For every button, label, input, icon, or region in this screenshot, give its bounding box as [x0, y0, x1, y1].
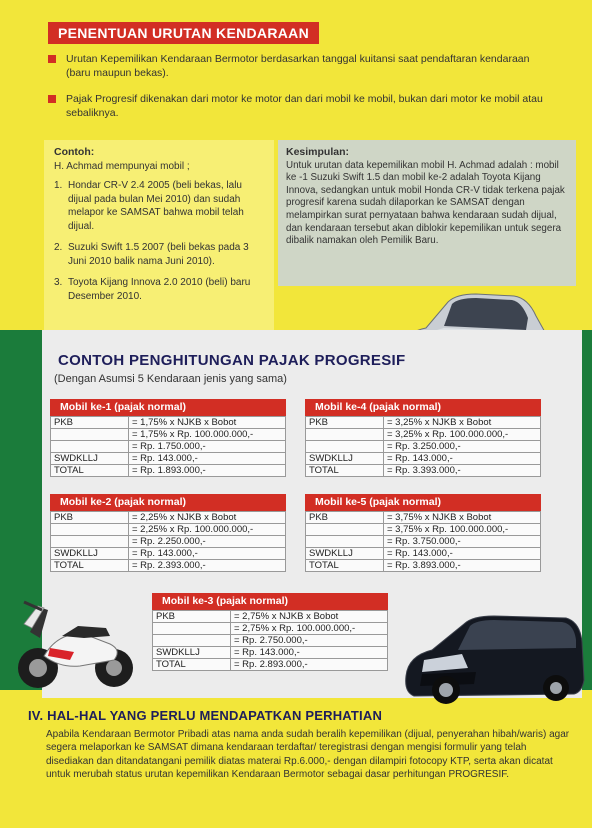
table-row: [51, 465, 286, 477]
table-row: [306, 441, 541, 453]
conclusion-box: [278, 140, 576, 286]
table-cell: = 1,75% x NJKB x Bobot: [129, 417, 286, 429]
tax-table-header: Mobil ke-2 (pajak normal): [50, 494, 286, 511]
calculation-subtitle: (Dengan Asumsi 5 Kendaraan jenis yang sama): [54, 373, 287, 385]
table-row: [51, 560, 286, 572]
item-number: 2.: [54, 242, 63, 253]
table-cell: PKB: [153, 611, 231, 623]
tax-table-header: Mobil ke-4 (pajak normal): [305, 399, 541, 416]
table-cell: TOTAL: [51, 560, 129, 572]
table-cell: PKB: [51, 512, 129, 524]
table-row: [51, 512, 286, 524]
bullet-text: Pajak Progresif dikenakan dari motor ke motor dan dari mobil ke mobil, bukan dari motor ke mobil atau sebaliknya.: [66, 93, 543, 119]
table-cell: [306, 441, 384, 453]
tax-table-header: Mobil ke-1 (pajak normal): [50, 399, 286, 416]
table-cell: = Rp. 3.250.000,-: [384, 441, 541, 453]
tax-table: [50, 511, 286, 572]
bullet-square-icon: [48, 95, 56, 103]
table-cell: = Rp. 143.000,-: [129, 548, 286, 560]
table-cell: [153, 635, 231, 647]
table-cell: = Rp. 143.000,-: [384, 453, 541, 465]
table-cell: SWDKLLJ: [306, 453, 384, 465]
table-row: [51, 441, 286, 453]
table-cell: = Rp. 3.893.000,-: [384, 560, 541, 572]
table-cell: = 2,25% x NJKB x Bobot: [129, 512, 286, 524]
table-cell: = Rp. 1.750.000,-: [129, 441, 286, 453]
tax-table-vehicle-5: [305, 494, 541, 572]
table-cell: = Rp. 2.750.000,-: [231, 635, 388, 647]
table-cell: SWDKLLJ: [306, 548, 384, 560]
example-item: [54, 241, 264, 268]
tax-table-header: Mobil ke-5 (pajak normal): [305, 494, 541, 511]
tax-table-vehicle-1: [50, 399, 286, 477]
table-cell: [306, 536, 384, 548]
table-cell: = Rp. 2.893.000,-: [231, 659, 388, 671]
table-cell: = 2,25% x Rp. 100.000.000,-: [129, 524, 286, 536]
table-cell: = 3,25% x NJKB x Bobot: [384, 417, 541, 429]
tax-table-vehicle-3: [152, 593, 388, 671]
table-cell: PKB: [51, 417, 129, 429]
table-row: [51, 524, 286, 536]
tax-table: [50, 416, 286, 477]
table-cell: PKB: [306, 417, 384, 429]
tax-table-vehicle-4: [305, 399, 541, 477]
section-4-body: Apabila Kendaraan Bermotor Pribadi atas nama anda sudah beralih kepemilikan (dijual, penyerahan hibah/waris) agar segera melaporkan ke SAMSAT dimana kendaraan terdaftar/ teregistrasi dengan mengisi formulir yang telah disediakan dan ditandatangani pemilik diatas materai Rp.6.000,- dengan dilampiri fotocopy KTP, serta akan dicatat untuk merubah status urutan kepemilikan Kendaraan Bermotor sebagai dasar perhitungan PROGRESIF.: [46, 729, 570, 781]
item-text: Toyota Kijang Innova 2.0 2010 (beli) baru Desember 2010.: [68, 277, 251, 302]
table-row: [306, 429, 541, 441]
table-cell: = 2,75% x NJKB x Bobot: [231, 611, 388, 623]
section-4-title: IV. HAL-HAL YANG PERLU MENDAPATKAN PERHATIAN: [28, 708, 383, 723]
motorcycle-image: [14, 588, 140, 696]
example-heading: Contoh:: [54, 146, 95, 158]
bullet-item: [48, 52, 548, 80]
table-row: [153, 659, 388, 671]
table-cell: SWDKLLJ: [51, 453, 129, 465]
table-cell: TOTAL: [153, 659, 231, 671]
table-row: [153, 647, 388, 659]
example-list: [54, 179, 264, 303]
conclusion-heading: Kesimpulan:: [286, 146, 350, 158]
table-row: [306, 512, 541, 524]
item-text: Suzuki Swift 1.5 2007 (beli bekas pada 3 Juni 2010 balik nama Juni 2010).: [68, 242, 249, 267]
conclusion-text: Untuk urutan data kepemilikan mobil H. Achmad adalah : mobil ke -1 Suzuki Swift 1.5 dan mobil ke-2 adalah Toyota Kijang Innova, sedangkan untuk mobil Honda CR-V tidak terkena pajak progresif karena sudah dilaporkan ke SAMSAT dengan melampirkan surat pernyataan bahwa kendaraan sudah dijual, dan kendaraan tersebut akan diblokir kepemilikan untuk segera dibalik namakan oleh Pemilik Baru.: [286, 159, 565, 247]
item-number: 3.: [54, 277, 63, 288]
table-cell: TOTAL: [306, 465, 384, 477]
bullet-square-icon: [48, 55, 56, 63]
table-cell: = 2,75% x Rp. 100.000.000,-: [231, 623, 388, 635]
table-cell: = 1,75% x Rp. 100.000.000,-: [129, 429, 286, 441]
table-cell: SWDKLLJ: [51, 548, 129, 560]
table-row: [306, 560, 541, 572]
table-cell: = Rp. 2.250.000,-: [129, 536, 286, 548]
table-cell: TOTAL: [51, 465, 129, 477]
table-cell: PKB: [306, 512, 384, 524]
table-cell: = Rp. 1.893.000,-: [129, 465, 286, 477]
tax-table: [152, 610, 388, 671]
table-row: [306, 536, 541, 548]
table-row: [306, 524, 541, 536]
table-row: [51, 429, 286, 441]
tax-table: [305, 511, 541, 572]
tax-table-header: Mobil ke-3 (pajak normal): [152, 593, 388, 610]
table-row: [306, 548, 541, 560]
table-cell: [306, 429, 384, 441]
table-cell: = 3,75% x NJKB x Bobot: [384, 512, 541, 524]
table-cell: TOTAL: [306, 560, 384, 572]
example-item: [54, 179, 264, 233]
minivan-image: [398, 610, 588, 706]
table-row: [306, 417, 541, 429]
table-row: [51, 536, 286, 548]
table-cell: [153, 623, 231, 635]
table-cell: = Rp. 143.000,-: [129, 453, 286, 465]
table-row: [51, 548, 286, 560]
table-cell: [51, 524, 129, 536]
table-cell: [51, 441, 129, 453]
table-cell: [51, 536, 129, 548]
table-row: [51, 417, 286, 429]
table-cell: = 3,75% x Rp. 100.000.000,-: [384, 524, 541, 536]
table-cell: = Rp. 3.750.000,-: [384, 536, 541, 548]
table-cell: = Rp. 143.000,-: [231, 647, 388, 659]
table-row: [153, 635, 388, 647]
tax-table: [305, 416, 541, 477]
bullet-text: Urutan Kepemilikan Kendaraan Bermotor berdasarkan tanggal kuitansi saat pendaftaran kendaraan (baru maupun bekas).: [66, 53, 530, 79]
tax-table-vehicle-2: [50, 494, 286, 572]
example-box: [44, 140, 274, 332]
table-cell: = 3,25% x Rp. 100.000.000,-: [384, 429, 541, 441]
item-number: 1.: [54, 180, 63, 191]
item-text: Hondar CR-V 2.4 2005 (beli bekas, lalu dijual pada bulan Mei 2010) dan sudah melapor ke SAMSAT bahwa mobil telah dijual.: [68, 180, 244, 232]
table-row: [51, 453, 286, 465]
table-cell: = Rp. 3.393.000,-: [384, 465, 541, 477]
table-cell: = Rp. 143.000,-: [384, 548, 541, 560]
example-intro: H. Achmad mempunyai mobil ;: [54, 160, 190, 172]
table-cell: [306, 524, 384, 536]
example-item: [54, 276, 264, 303]
table-row: [153, 611, 388, 623]
calculation-title: CONTOH PENGHITUNGAN PAJAK PROGRESIF: [58, 352, 406, 369]
bullet-item: [48, 92, 548, 120]
table-row: [153, 623, 388, 635]
table-cell: SWDKLLJ: [153, 647, 231, 659]
bullet-list: [48, 52, 548, 132]
section-title: PENENTUAN URUTAN KENDARAAN: [48, 22, 319, 44]
table-row: [306, 465, 541, 477]
table-row: [306, 453, 541, 465]
table-cell: = Rp. 2.393.000,-: [129, 560, 286, 572]
table-cell: [51, 429, 129, 441]
